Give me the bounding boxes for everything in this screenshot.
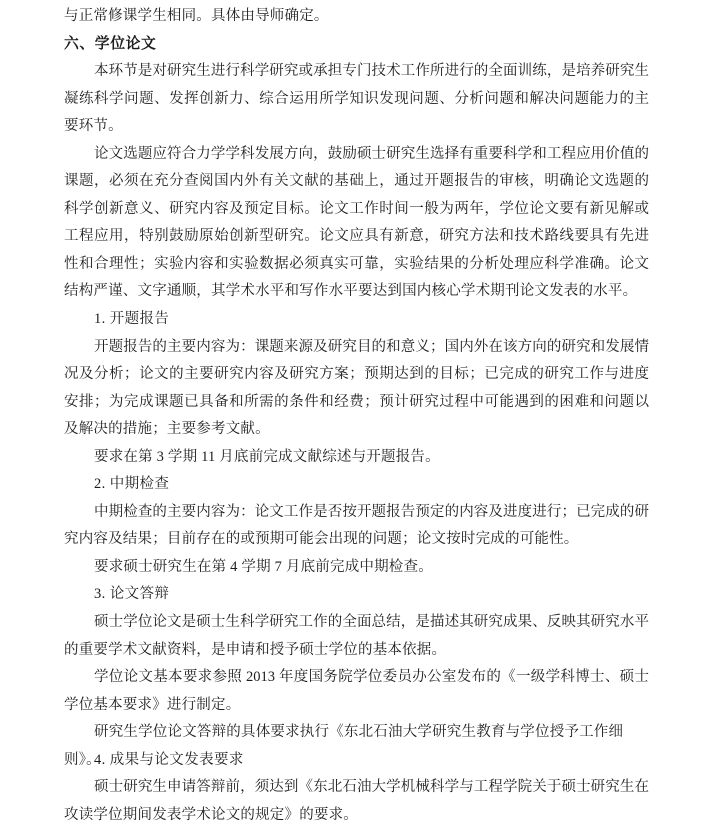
text-line: 学位基本要求》进行制定。	[64, 696, 241, 713]
text-line: 攻读学位期间发表学术论文的规定》的要求。	[64, 806, 358, 823]
text-line: 工程应用，特别鼓励原始创新型研究。论文应具有新意，研究方法和技术路线要具有先进	[64, 228, 649, 245]
text-line: 本环节是对研究生进行科学研究或承担专门技术工作所进行的全面训练，是培养研究生	[94, 63, 649, 80]
text-line: 硕士学位论文是硕士生科学研究工作的全面总结，是描述其研究成果、反映其研究水平	[94, 614, 649, 631]
text-line: 要环节。	[64, 118, 123, 135]
text-line: 科学创新意义、研究内容及预定目标。论文工作时间一般为两年，学位论文要有新见解或	[64, 200, 649, 217]
text-line: 课题，必须在充分查阅国内外有关文献的基础上，通过开题报告的审核，明确论文选题的	[64, 173, 649, 190]
document-text	[64, 3, 649, 829]
text-line: 的重要学术文献资料，是申请和授予硕士学位的基本依据。	[64, 641, 447, 658]
numbered-item-heading: 4. 成果与论文发表要求	[94, 751, 244, 768]
text-line: 与正常修课学生相同。具体由导师确定。	[64, 8, 329, 24]
text-line: 开题报告的主要内容为：课题来源及研究目的和意义；国内外在该方向的研究和发展情	[94, 338, 649, 355]
text-line: 结构严谨、文字通顺，其学术水平和写作水平要达到国内核心学术期刊论文发表的水平。	[64, 283, 638, 300]
text-line: 及解决的措施；主要参考文献。	[64, 421, 270, 438]
text-line: 要求硕士研究生在第 4 学期 7 月底前完成中期检查。	[94, 558, 433, 575]
section-heading: 六、学位论文	[64, 35, 157, 52]
numbered-item-heading: 2. 中期检查	[94, 476, 170, 493]
text-line: 究内容及结果；目前存在的或预期可能会出现的问题；论文按时完成的可能性。	[64, 531, 579, 548]
text-line: 中期检查的主要内容为：论文工作是否按开题报告预定的内容及进度进行；已完成的研	[94, 503, 649, 520]
numbered-item-heading: 3. 论文答辩	[94, 586, 170, 603]
numbered-item-heading: 1. 开题报告	[94, 311, 170, 328]
text-line: 况及分析；论文的主要研究内容及研究方案；预期达到的目标；已完成的研究工作与进度	[64, 366, 649, 383]
text-line: 论文选题应符合力学学科发展方向，鼓励硕士研究生选择有重要科学和工程应用价值的	[94, 145, 649, 162]
text-line: 安排；为完成课题已具备和所需的条件和经费；预计研究过程中可能遇到的困难和问题以	[64, 393, 649, 410]
text-line: 凝练科学问题、发挥创新力、综合运用所学知识发现问题、分析问题和解决问题能力的主	[64, 90, 649, 107]
text-line: 学位论文基本要求参照 2013 年度国务院学位委员办公室发布的《一级学科博士、硕士	[94, 669, 649, 686]
text-line: 要求在第 3 学期 11 月底前完成文献综述与开题报告。	[94, 448, 440, 465]
text-line: 性和合理性；实验内容和实验数据必须真实可靠，实验结果的分析处理应科学准确。论文	[64, 255, 649, 272]
text-line: 硕士研究生申请答辩前，须达到《东北石油大学机械科学与工程学院关于硕士研究生在	[94, 779, 649, 796]
text-line: 研究生学位论文答辩的具体要求执行《东北石油大学研究生教育与学位授予工作细则》。	[64, 724, 624, 768]
